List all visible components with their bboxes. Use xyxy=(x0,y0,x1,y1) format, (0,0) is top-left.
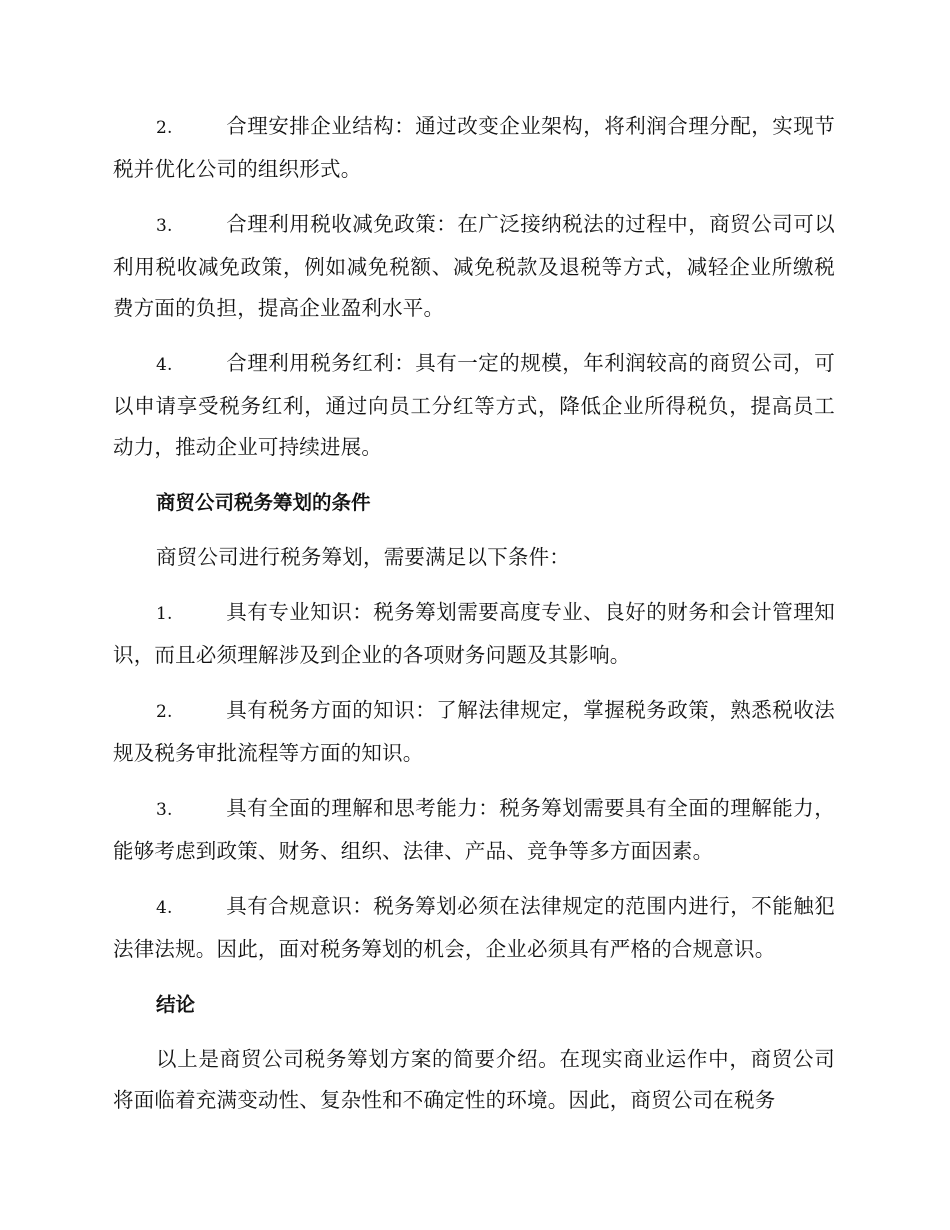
conclusion-paragraph: 以上是商贸公司税务筹划方案的简要介绍。在现实商业运作中，商贸公司将面临着充满变动性、复杂性和不确定性的环境。因此，商贸公司在税务 xyxy=(113,1047,835,1112)
list-item-number: 2. xyxy=(156,118,173,138)
list-item xyxy=(113,592,835,676)
list-item-text: 具有合规意识：税务筹划必须在法律规定的范围内进行，不能触犯法律法规。因此，面对税务筹划的机会，企业必须具有严格的合规意识。 xyxy=(113,894,835,961)
list-item-text: 合理利用税务红利：具有一定的规模，年利润较高的商贸公司，可以申请享受税务红利，通过向员工分红等方式，降低企业所得税负，提高员工动力，推动企业可持续进展。 xyxy=(113,351,835,459)
section-heading-conclusion: 结论 xyxy=(156,993,196,1016)
list-item xyxy=(113,690,835,774)
list-item-text: 具有全面的理解和思考能力：税务筹划需要具有全面的理解能力，能够考虑到政策、财务、组织、法律、产品、竞争等多方面因素。 xyxy=(113,796,835,863)
list-item-number: 4. xyxy=(156,898,173,918)
list-item-number: 2. xyxy=(156,702,173,722)
list-item xyxy=(113,106,835,190)
list-item xyxy=(113,204,835,329)
list-item-text: 具有专业知识：税务筹划需要高度专业、良好的财务和会计管理知识，而且必须理解涉及到企业的各项财务问题及其影响。 xyxy=(113,600,835,667)
list-item-number: 3. xyxy=(156,800,173,820)
section-intro: 商贸公司进行税务筹划，需要满足以下条件： xyxy=(156,545,570,569)
list-item-number: 3. xyxy=(156,216,173,236)
list-item-number: 4. xyxy=(156,355,173,375)
document-page xyxy=(113,106,835,1135)
list-item xyxy=(113,343,835,468)
list-item xyxy=(113,886,835,970)
list-item xyxy=(113,788,835,872)
list-item-text: 具有税务方面的知识：了解法律规定，掌握税务政策，熟悉税收法规及税务审批流程等方面的知识。 xyxy=(113,698,835,765)
list-item-text: 合理安排企业结构：通过改变企业架构，将利润合理分配，实现节税并优化公司的组织形式。 xyxy=(113,114,835,181)
list-item-number: 1. xyxy=(156,604,173,624)
section-heading-conditions: 商贸公司税务筹划的条件 xyxy=(156,491,371,514)
list-item-text: 合理利用税收减免政策：在广泛接纳税法的过程中，商贸公司可以利用税收减免政策，例如减免税额、减免税款及退税等方式，减轻企业所缴税费方面的负担，提高企业盈利水平。 xyxy=(113,212,835,320)
